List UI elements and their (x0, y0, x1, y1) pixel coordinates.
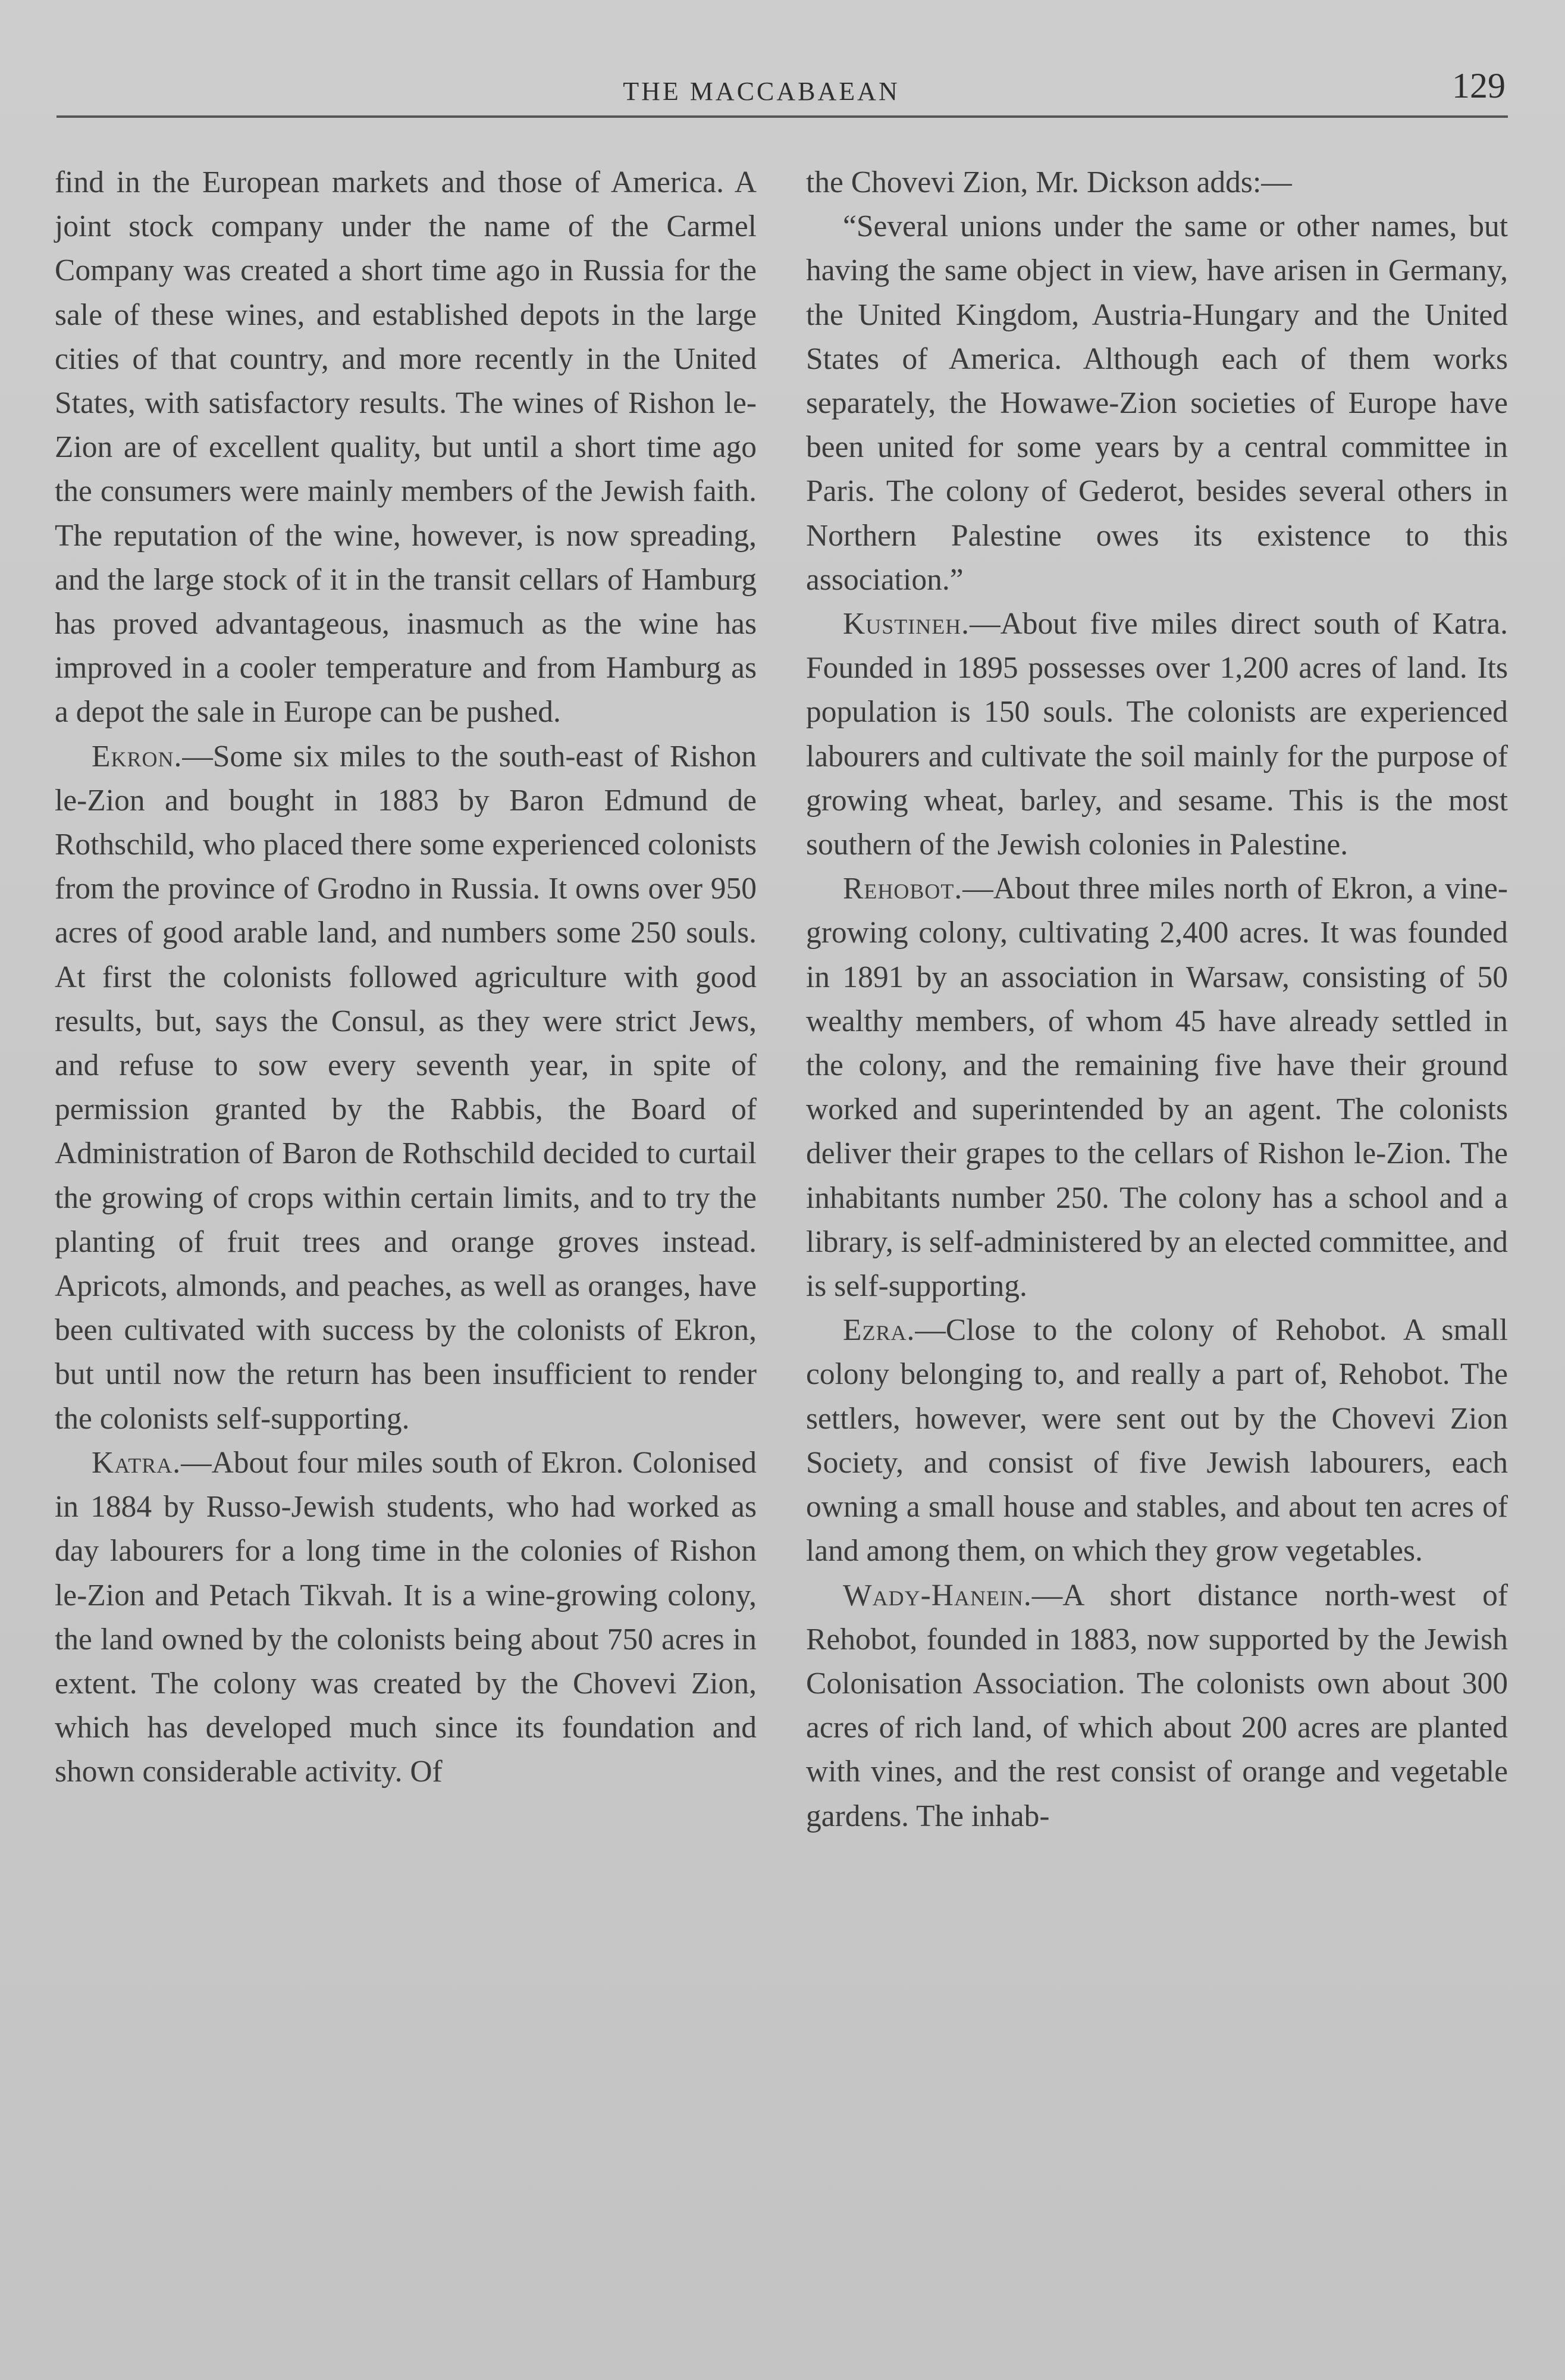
section-head-rehobot: Rehobot. (843, 872, 963, 906)
paragraph-katra (55, 1441, 757, 1795)
right-column (806, 161, 1508, 1839)
paragraph-ezra-body: —Close to the colony of Rehobot. A small colony belonging to, and really a part of, Rehobot. The settlers, however, were sent out by the Chovevi Zion Society, and consist of five Jewish labourers, each owning a small house and stables, and about ten acres of land among them, on which they grow vegetables. (806, 1313, 1508, 1568)
paragraph-wady-hanein-body: —A short distance north-west of Rehobot, founded in 1883, now supported by the Jewish Colonisation Association. The colonists own about 300 acres of rich land, of which about 200 acres are planted with vines, and the rest consist of orange and vegetable gardens. The inhab- (806, 1578, 1508, 1833)
paragraph-continuation: find in the European markets and those of America. A joint stock company under the name of the Carmel Company was created a short time ago in Russia for the sale of these wines, and established depots in the large cities of that country, and more recently in the United States, with satisfactory results. The wines of Rishon le-Zion are of excellent quality, but until a short time ago the consumers were mainly members of the Jewish faith. The reputation of the wine, however, is now spreading, and the large stock of it in the transit cellars of Hamburg has proved advantageous, inasmuch as the wine has improved in a cooler temperature and from Hamburg as a depot the sale in Europe can be pushed. (55, 165, 757, 729)
section-head-katra: Katra. (92, 1445, 181, 1480)
paragraph-ezra (806, 1308, 1508, 1573)
section-head-kustineh: Kustineh. (843, 607, 970, 641)
section-head-wady-hanein: Wady-Hanein. (843, 1578, 1032, 1612)
paragraph-katra-body: —About four miles south of Ekron. Colonised in 1884 by Russo-Jewish students, who had worked as day labourers for a long time in the colonies of Rishon le-Zion and Petach Tikvah. It is a wine-growing colony, the land owned by the colonists being about 750 acres in extent. The colony was created by the Chovevi Zion, which has developed much since its foundation and shown considerable activity. Of (55, 1445, 757, 1789)
section-head-ekron: Ekron. (92, 739, 183, 774)
paragraph-quote: “Several unions under the same or other names, but having the same object in view, have arisen in Germany, the United Kingdom, Austria-Hungary and the United States of America. Although each of them works separately, the Howawe-Zion societies of Europe have been united for some years by a central committee in Paris. The colony of Gederot, besides several others in Northern Palestine owes its existence to this association.” (806, 209, 1508, 597)
paragraph-kustineh (806, 602, 1508, 867)
header-rule (57, 115, 1508, 118)
paragraph-ekron-body: —Some six miles to the south-east of Rishon le-Zion and bought in 1883 by Baron Edmund de Rothschild, who placed there some experienced colonists from the province of Grodno in Russia. It owns over 950 acres of good arable land, and numbers some 250 souls. At first the colonists followed agriculture with good results, but, says the Consul, as they were strict Jews, and refuse to sow every seventh year, in spite of permission granted by the Rabbis, the Board of Administration of Baron de Rothschild decided to curtail the growing of crops within certain limits, and to try the planting of fruit trees and orange groves instead. Apricots, almonds, and peaches, as well as oranges, have been cultivated with success by the colonists of Ekron, but until now the return has been insufficient to render the colonists self-supporting. (55, 739, 757, 1436)
paragraph-wady-hanein (806, 1574, 1508, 1839)
running-title: THE MACCABAEAN (623, 77, 900, 106)
paragraph-kustineh-body: —About five miles direct south of Katra. Founded in 1895 possesses over 1,200 acres of land. Its population is 150 souls. The colonists are experienced labourers and cultivate the soil mainly for the purpose of growing wheat, barley, and sesame. This is the most southern of the Jewish colonies in Palestine. (806, 607, 1508, 862)
page-number: 129 (1452, 66, 1506, 105)
paragraph-rehobot (806, 867, 1508, 1308)
left-column (55, 161, 757, 1795)
paragraph-dickson: the Chovevi Zion, Mr. Dickson adds:— (806, 165, 1292, 199)
paragraph-rehobot-body: —About three miles north of Ekron, a vine-growing colony, cultivating 2,400 acres. It was founded in 1891 by an association in Warsaw, consisting of 50 wealthy members, of whom 45 have already settled in the colony, and the remaining five have their ground worked and superintended by an agent. The colonists deliver their grapes to the cellars of Rishon le-Zion. The inhabitants number 250. The colony has a school and a library, is self-administered by an elected committee, and is self-supporting. (806, 872, 1508, 1304)
section-head-ezra: Ezra. (843, 1313, 915, 1348)
paragraph-ekron (55, 735, 757, 1441)
running-header (0, 66, 1565, 119)
